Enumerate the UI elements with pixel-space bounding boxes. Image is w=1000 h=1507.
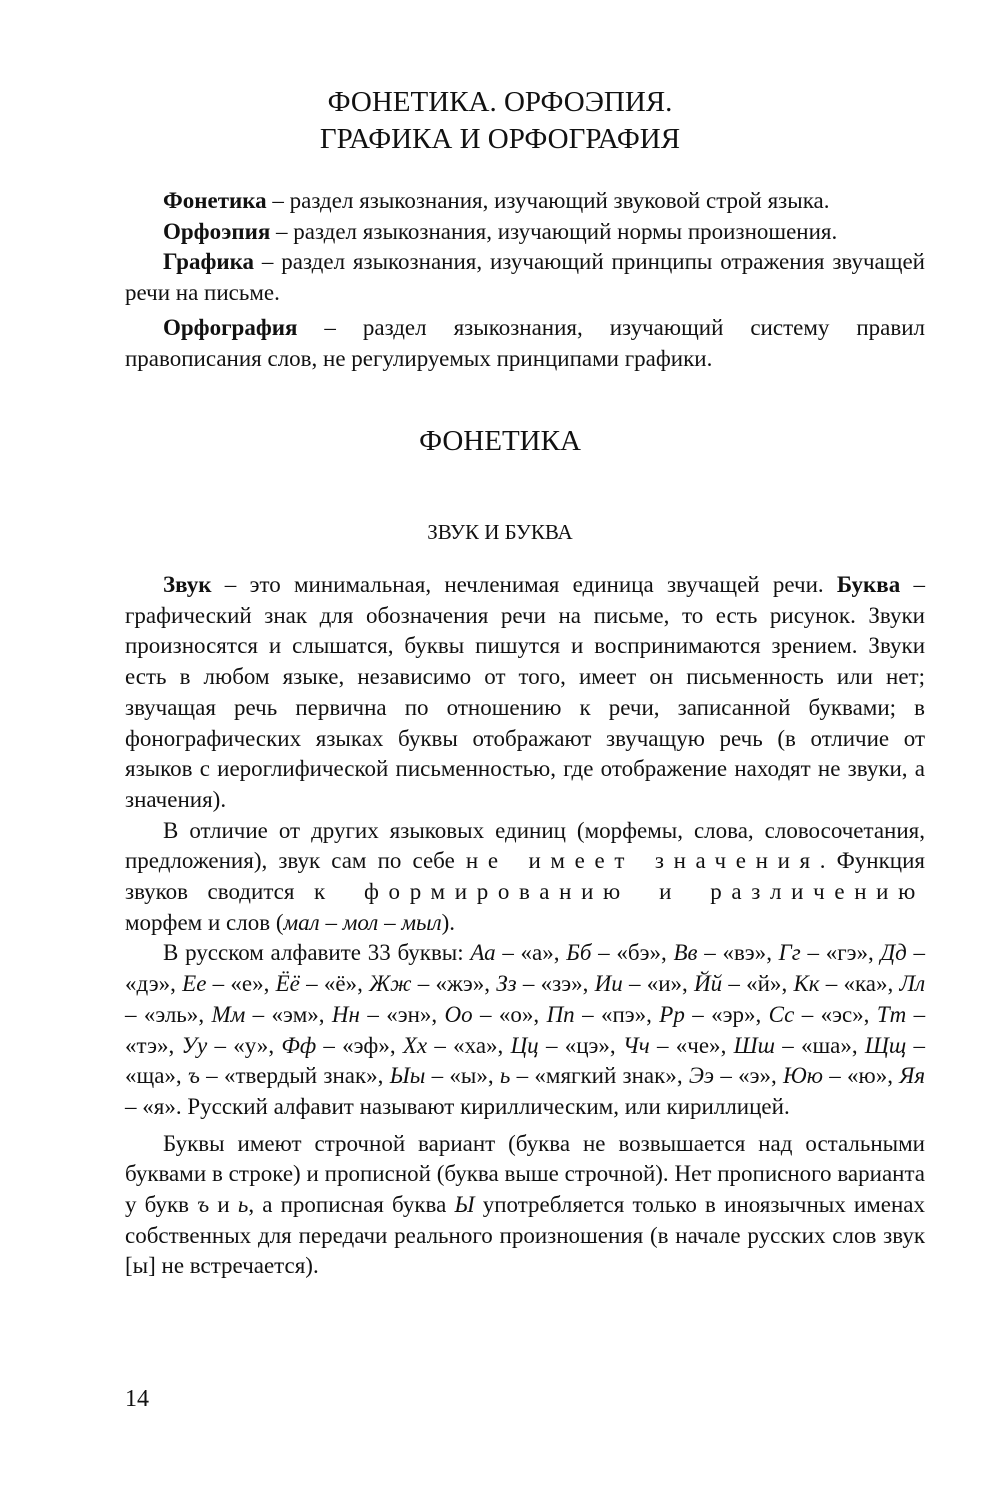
alphabet-letter: Щщ xyxy=(864,1032,907,1058)
alphabet-letter-name: – «и» xyxy=(622,971,683,997)
alphabet-letter-name: – «цэ» xyxy=(538,1032,610,1058)
alphabet-list: Аа – «а», Бб – «бэ», Вв – «вэ», Гг – «гэ», Дд – «дэ», Ее – «е», Ёё – «ё», Жж – «жэ», Зз – «зэ», Ии – «и», Йй – «й», Кк – «ка», Лл – «эль», Мм – «эм», Нн – «эн», Оо – «о», Пп – «пэ», Рр – «эр», Сс – «эс», Тт – «тэ», Уу – «у», Фф – «эф», Хх – «ха», Цц – «цэ», Чч – «че», Шш – «ша», Щщ – «ща», ъ – «твердый знак», Ыы – «ы», ь – «мягкий знак», Ээ – «э», Юю – «ю», Яя – «я» xyxy=(125,940,926,1119)
alphabet-letter-name: – «эф» xyxy=(316,1032,390,1058)
letter: ь xyxy=(237,1192,249,1218)
alphabet-letter: Вв xyxy=(673,940,698,966)
alphabet-letter-name: – «у» xyxy=(207,1032,269,1058)
alphabet-letter: Пп xyxy=(546,1001,575,1027)
paragraph-alphabet xyxy=(125,938,925,1122)
alphabet-entry xyxy=(623,1033,721,1058)
alphabet-letter-name: – «е» xyxy=(206,971,264,997)
term: Орфография xyxy=(163,314,298,340)
alphabet-letter: Бб xyxy=(566,940,592,966)
alphabet-entry xyxy=(659,1002,755,1027)
alphabet-letter: Гг xyxy=(778,940,801,966)
alphabet-letter: Ее xyxy=(182,971,207,997)
alphabet-letter-name: – «твердый знак» xyxy=(199,1063,378,1089)
alphabet-letter: Аа xyxy=(470,940,496,966)
alphabet-letter: Оо xyxy=(444,1001,473,1027)
alphabet-letter-name: – «я» xyxy=(125,1093,176,1119)
chapter-title-line2: ГРАФИКА И ОРФОГРАФИЯ xyxy=(319,123,681,155)
alphabet-entry xyxy=(390,1063,488,1088)
alphabet-letter-name: – «а» xyxy=(495,940,554,966)
alphabet-letter: Йй xyxy=(694,971,723,997)
alphabet-entry xyxy=(793,971,887,996)
alphabet-letter: ъ xyxy=(187,1063,200,1089)
text: Буквы имеют строчной вариант (буква не возвышается над остальными буквами в строке) и прописной (буква выше строчной). Нет прописного варианта у букв xyxy=(125,1130,925,1218)
alphabet-entry xyxy=(211,1002,318,1027)
text: . Русский алфавит называют кириллическим, или кириллицей. xyxy=(175,1093,790,1119)
definition-text: – раздел языкознания, изучающий звуковой строй языка. xyxy=(266,188,830,213)
alphabet-letter-name: – «дэ» xyxy=(125,940,926,997)
alphabet-entry xyxy=(769,1002,864,1027)
alphabet-entry xyxy=(689,1063,771,1088)
alphabet-letter: Ыы xyxy=(389,1063,426,1089)
term: Графика xyxy=(163,249,255,275)
alphabet-letter: Уу xyxy=(181,1032,208,1058)
alphabet-letter-name: – «бэ» xyxy=(591,940,661,966)
definition-text: – раздел языкознания, изучающий нормы произношения. xyxy=(270,218,838,244)
paragraph-function xyxy=(125,816,925,939)
alphabet-letter-name: – «ша» xyxy=(774,1032,852,1058)
alphabet-letter-name: – «эм» xyxy=(245,1001,319,1027)
alphabet-entry xyxy=(511,1033,610,1058)
text: В отличие от других языковых единиц (морфемы, слова, словосочетания, предложения), звук сам по себе xyxy=(125,817,925,874)
paragraph-sound-letter xyxy=(125,570,925,816)
alphabet-letter-name: – «вэ» xyxy=(697,940,767,966)
alphabet-letter-name: – «гэ» xyxy=(800,940,869,966)
alphabet-entry xyxy=(783,1063,887,1088)
alphabet-entry xyxy=(182,971,263,996)
alphabet-entry xyxy=(496,971,582,996)
alphabet-entry xyxy=(403,1033,498,1058)
section-title: ФОНЕТИКА xyxy=(419,425,581,457)
alphabet-letter-name: – «ы» xyxy=(425,1063,488,1089)
alphabet-letter: Ии xyxy=(594,971,623,997)
alphabet-letter: Фф xyxy=(281,1032,317,1058)
alphabet-entry xyxy=(182,1033,269,1058)
alphabet-entry xyxy=(595,971,682,996)
alphabet-letter: Хх xyxy=(402,1032,428,1058)
definition-orthography xyxy=(125,313,925,374)
alphabet-letter: Дд xyxy=(880,940,907,966)
alphabet-letter: Сс xyxy=(768,1001,795,1027)
definition-graphics xyxy=(125,247,925,308)
alphabet-letter-name: – «ю» xyxy=(822,1063,888,1089)
alphabet-letter: Лл xyxy=(899,971,926,997)
alphabet-entry xyxy=(445,1002,534,1027)
alphabet-letter-name: – «пэ» xyxy=(574,1001,647,1027)
text: морфем и слов ( xyxy=(125,909,284,935)
chapter-title-line1: ФОНЕТИКА. ОРФОЭПИЯ. xyxy=(327,86,673,118)
text: . Функция звуков сводится xyxy=(125,848,925,905)
alphabet-letter-name: – «э» xyxy=(714,1063,771,1089)
alphabet-entry xyxy=(673,940,766,965)
alphabet-letter: Шш xyxy=(733,1032,775,1058)
text: ). xyxy=(441,909,456,935)
text: – это минимальная, нечленимая единица звучащей речи. xyxy=(211,572,837,597)
alphabet-letter: ь xyxy=(499,1063,511,1089)
alphabet-letter: Тт xyxy=(876,1001,907,1027)
definition-text: – раздел языкознания, изучающий систему правил правописания слов, не регулируемых принципами графики. xyxy=(125,314,925,371)
text: – графический знак для обозначения речи на письме, то есть рисунок. Звуки произносятся и слышатся, буквы пишутся и воспринимаются зрением. Звуки есть в любом языке, независимо от того, имеет он письменность или нет; звучащая речь первична по отношению к речи, записанной буквами; в фонографических языках буквы отображают звучащую речь (в отличие от языков с иероглифической письменностью, где отображение находят не звуки, а значения). xyxy=(125,572,926,812)
alphabet-letter: Ээ xyxy=(688,1063,715,1089)
alphabet-letter: Цц xyxy=(510,1032,539,1058)
term: Буква xyxy=(836,572,901,597)
alphabet-letter-name: – «эн» xyxy=(359,1001,432,1027)
alphabet-letter-name: – «мягкий знак» xyxy=(510,1063,677,1089)
letter: Ы xyxy=(454,1192,475,1218)
alphabet-letter-name: – «о» xyxy=(472,1001,534,1027)
alphabet-letter: Юю xyxy=(783,1063,823,1089)
alphabet-letter-name: – «ща» xyxy=(125,1032,926,1089)
alphabet-letter-name: – «эс» xyxy=(794,1001,864,1027)
alphabet-letter: Чч xyxy=(622,1032,650,1058)
alphabet-entry xyxy=(332,1002,431,1027)
alphabet-letter-name: – «че» xyxy=(649,1032,721,1058)
alphabet-letter-name: – «ё» xyxy=(299,971,358,997)
chapter-title xyxy=(0,84,1000,158)
alphabet-entry xyxy=(470,940,553,965)
alphabet-entry xyxy=(779,940,868,965)
alphabet-letter: Кк xyxy=(793,971,820,997)
alphabet-entry xyxy=(694,971,781,996)
term: Звук xyxy=(163,572,212,597)
alphabet-letter: Яя xyxy=(899,1063,926,1089)
alphabet-letter: Зз xyxy=(496,971,517,997)
body-text xyxy=(125,570,925,1282)
text: и xyxy=(209,1192,238,1218)
alphabet-letter: Жж xyxy=(369,971,412,997)
alphabet-entry xyxy=(547,1002,647,1027)
definition-text: – раздел языкознания, изучающий принципы отражения звучащей речи на письме. xyxy=(125,249,925,306)
term: Фонетика xyxy=(163,188,267,213)
alphabet-entry xyxy=(276,971,357,996)
text: В русском алфавите 33 буквы: xyxy=(163,940,471,966)
page-number: 14 xyxy=(125,1386,149,1412)
alphabet-letter: Ёё xyxy=(275,971,300,997)
spaced-emphasis: к формированию и различению xyxy=(313,879,925,905)
definition-orthoepy xyxy=(125,217,925,248)
alphabet-entry xyxy=(188,1063,378,1088)
spaced-emphasis: не имеет значения xyxy=(465,848,820,874)
alphabet-letter: Нн xyxy=(331,1001,360,1027)
alphabet-letter-name: – «эр» xyxy=(684,1001,756,1027)
alphabet-letter-name: – «тэ» xyxy=(125,1001,926,1058)
alphabet-entry xyxy=(734,1033,852,1058)
alphabet-entry xyxy=(369,971,484,996)
alphabet-letter-name: – «жэ» xyxy=(411,971,485,997)
alphabet-letter-name: – «эль» xyxy=(125,1001,199,1027)
subsection-title: ЗВУК И БУКВА xyxy=(427,520,573,544)
definition-phonetics xyxy=(125,186,925,217)
text: , а прописная буква xyxy=(248,1192,455,1218)
alphabet-letter-name: – «зэ» xyxy=(516,971,583,997)
alphabet-letter-name: – «ха» xyxy=(427,1032,498,1058)
alphabet-entry xyxy=(566,940,661,965)
term: Орфоэпия xyxy=(163,218,271,244)
example-words: мал – мол – мыл xyxy=(283,909,442,935)
alphabet-entry xyxy=(500,1063,677,1088)
alphabet-entry xyxy=(281,1033,390,1058)
paragraph-case xyxy=(125,1129,925,1283)
alphabet-letter: Мм xyxy=(211,1001,246,1027)
definitions-block xyxy=(125,186,925,374)
alphabet-letter-name: – «й» xyxy=(722,971,782,997)
text: употребляется только в иноязычных именах собственных для передачи реального произношения (в начале русских слов звук [ы] не встречается). xyxy=(125,1192,925,1279)
alphabet-letter: Рр xyxy=(659,1001,685,1027)
alphabet-letter-name: – «ка» xyxy=(819,971,888,997)
letter: ъ xyxy=(197,1192,210,1218)
